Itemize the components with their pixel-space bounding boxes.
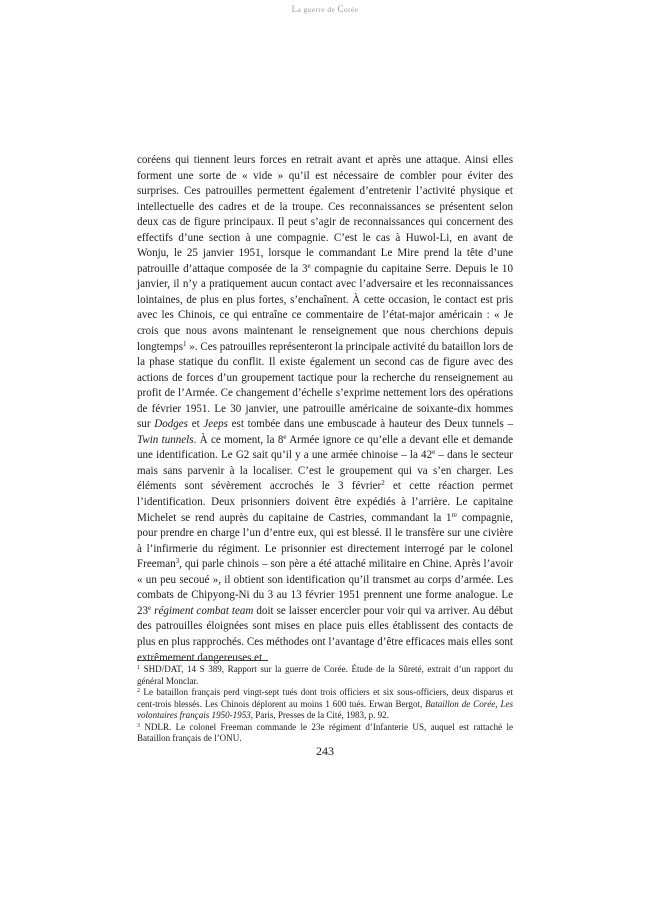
page-number: 243	[316, 744, 334, 758]
footnote-2: $^2$ Le bataillon français perd vingt-sept tués dont trois officiers et six sous-officiers, deux disparus et cent-trois blessés. Les Chinois déplorent au moins 1 600 tués. Erwan Bergot, Bataillon de Corée, Les volontaires français 1950-1953, Paris, Presses de la Cité, 1983, p. 92.	[137, 687, 514, 720]
footnote-ref-3: 3	[175, 557, 180, 566]
running-head: La guerre de Corée	[291, 4, 359, 14]
body-paragraph: coréens qui tiennent leurs forces en retrait avant et après une attaque. Ainsi elles forment une sorte de « vide » qu’il est nécessaire de combler pour éviter des surprises. Ces patrouilles permettent également d’entretenir l’activité physique et intellectuelle des cadres et de la troupe. Ces reconnaissances se présentent selon deux cas de figure principaux. Il peut s’agir de reconnaissances qui concernent des effectifs d’une section à une compagnie. C’est le cas à Huwol-Li, en avant de Wonju, le 25 janvier 1951, lorsque le commandant Le Mire prend la tête d’une patrouille d’attaque composée de la 3e compagnie du capitaine Serre. Depuis le 10 janvier, il n’y a pratiquement aucun contact avec l’adversaire et les reconnaissances lointaines, de plus en plus fortes, s’enchaînent. À cette occasion, le contact est pris avec les Chinois, ce qui entraîne ce commentaire de l’état-major américain : « Je crois que nous avons maintenant le renseignement que nous cherchions depuis longtemps$^1$ ». Ces patrouilles représenteront la principale activité du bataillon lors de la phase statique du conflit. Il existe également un second cas de figure avec des actions de forces d’un groupement tactique pour la recherche du renseignement au profit de l’Armée. Ce changement d’échelle s’exprime nettement lors des opérations de février 1951. Le 30 janvier, une patrouille américaine de soixante-dix hommes sur Dodges et Jeeps est tombée dans une embuscade à hauteur des Deux tunnels – Twin tunnels. À ce moment, la 8e Armée ignore ce qu’elle a devant elle et demande une identification. Le G2 sait qu’il y a une armée chinoise – la 42e – dans le secteur mais sans parvenir à la localiser. C’est le groupement qui va s’en charger. Les éléments sont sévèrement accrochés le 3 février$^2$ et cette réaction permet l’identification. Deux prisonniers doivent être expédiés à l’arrière. Le capitaine Michelet se rend auprès du capitaine de Castries, commandant la 1re compagnie, pour prendre en charge l’un d’entre eux, qui est blessé. Il le transfère sur une civière à l’infirmerie du régiment. Le prisonnier est directement interrogé par le colonel Freeman$^3$, qui parle chinois – son père a été attaché militaire en Chine. Après l’avoir « un peu secoué », il obtient son identification qu’il transmet au corps d’armée. Les combats de Chipyong-Ni du 3 au 13 février 1951 prennent une forme analogue. Le 23e régiment combat team doit se laisser encercler pour voir qui va arriver. Au début des patrouilles éloignées sont mises en place puis elles établissent des contacts de plus en plus rapprochés. Ces méthodes ont l’avantage d’être efficaces mais elles sont extrêmement dangereuses et	[137, 154, 513, 664]
footnote-3: $^3$ NDLR. Le colonel Freeman commande le 23e régiment d’Infanterie US, auquel est rattaché le Bataillon français de l’ONU.	[137, 721, 513, 743]
body-text	[137, 153, 513, 666]
footnote-separator	[137, 660, 268, 661]
footnote-ref-2: 2	[381, 479, 385, 488]
footnote-ref-1: 1	[183, 339, 187, 348]
footnotes	[137, 664, 513, 745]
footnote-1: $^1$ SHD/DAT, 14 S 389, Rapport sur la guerre de Corée. Étude de la Sûreté, extrait d’un rapport du général Monclar.	[137, 664, 513, 686]
